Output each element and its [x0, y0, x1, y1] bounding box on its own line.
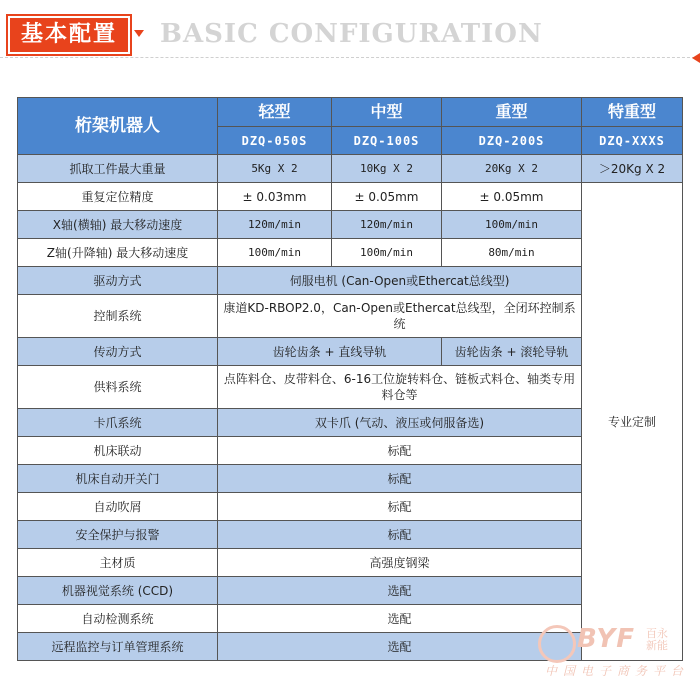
- row-label: Z轴(升降轴) 最大移动速度: [18, 239, 218, 267]
- section-title-english: BASIC CONFIGURATION: [160, 19, 543, 49]
- cell-value: ± 0.05mm: [332, 183, 442, 211]
- model-code-extra-heavy: DZQ-XXXS: [582, 127, 683, 155]
- watermark-caption: 中国电子商务平台: [545, 664, 690, 678]
- divider-triangle-icon: [692, 53, 700, 63]
- row-label: 驱动方式: [18, 267, 218, 295]
- row-label: 远程监控与订单管理系统: [18, 633, 218, 661]
- watermark-logo: BYF: [577, 624, 635, 654]
- cell-value: ± 0.03mm: [218, 183, 332, 211]
- cell-value: 100m/min: [442, 211, 582, 239]
- model-name-light: 轻型: [218, 98, 332, 127]
- row-label: 安全保护与报警: [18, 521, 218, 549]
- badge-arrow-icon: [134, 30, 144, 37]
- cell-value: 标配: [218, 521, 582, 549]
- model-name-medium: 中型: [332, 98, 442, 127]
- row-label: 抓取工件最大重量: [18, 155, 218, 183]
- row-label: 机器视觉系统 (CCD): [18, 577, 218, 605]
- cell-value: 齿轮齿条 + 直线导轨: [218, 338, 442, 366]
- section-badge: 基本配置: [8, 16, 130, 54]
- header-divider: [0, 57, 700, 59]
- cell-value: 10Kg X 2: [332, 155, 442, 183]
- row-label: 机床自动开关门: [18, 465, 218, 493]
- cell-value: 标配: [218, 493, 582, 521]
- config-table: [17, 97, 683, 661]
- table-row: [18, 155, 683, 183]
- row-label: 自动检测系统: [18, 605, 218, 633]
- table-row: [18, 183, 683, 211]
- cell-value: 伺服电机 (Can-Open或Ethercat总线型): [218, 267, 582, 295]
- cell-value: 康道KD-RBOP2.0，Can-Open或Ethercat总线型，全闭环控制系统: [218, 295, 582, 338]
- model-code-light: DZQ-050S: [218, 127, 332, 155]
- cell-value: 选配: [218, 633, 582, 661]
- cell-value: ± 0.05mm: [442, 183, 582, 211]
- row-label: 供料系统: [18, 366, 218, 409]
- cell-value: 高强度钢梁: [218, 549, 582, 577]
- model-name-heavy: 重型: [442, 98, 582, 127]
- watermark-side-text: 百永新能: [646, 627, 668, 652]
- cell-value: 标配: [218, 465, 582, 493]
- cell-value: 双卡爪 (气动、液压或伺服备选): [218, 409, 582, 437]
- cell-value: 5Kg X 2: [218, 155, 332, 183]
- cell-value: 100m/min: [218, 239, 332, 267]
- cell-value: 20Kg X 2: [442, 155, 582, 183]
- custom-cell: 专业定制: [582, 183, 683, 661]
- cell-value: 80m/min: [442, 239, 582, 267]
- model-code-medium: DZQ-100S: [332, 127, 442, 155]
- cell-value: 标配: [218, 437, 582, 465]
- cell-value: ＞20Kg X 2: [582, 155, 683, 183]
- model-code-heavy: DZQ-200S: [442, 127, 582, 155]
- cell-value: 120m/min: [218, 211, 332, 239]
- row-label: 传动方式: [18, 338, 218, 366]
- model-name-extra-heavy: 特重型: [582, 98, 683, 127]
- cell-value: 选配: [218, 605, 582, 633]
- row-label: 控制系统: [18, 295, 218, 338]
- row-label: 自动吹屑: [18, 493, 218, 521]
- corner-header: 桁架机器人: [18, 98, 218, 155]
- cell-value: 点阵料仓、皮带料仓、6-16工位旋转料仓、链板式料仓、轴类专用料仓等: [218, 366, 582, 409]
- table-header-row: [18, 98, 683, 127]
- row-label: 机床联动: [18, 437, 218, 465]
- watermark-logo-icon: [538, 625, 576, 663]
- cell-value: 120m/min: [332, 211, 442, 239]
- cell-value: 齿轮齿条 + 滚轮导轨: [442, 338, 582, 366]
- row-label: 主材质: [18, 549, 218, 577]
- cell-value: 选配: [218, 577, 582, 605]
- row-label: 卡爪系统: [18, 409, 218, 437]
- row-label: 重复定位精度: [18, 183, 218, 211]
- row-label: X轴(横轴) 最大移动速度: [18, 211, 218, 239]
- cell-value: 100m/min: [332, 239, 442, 267]
